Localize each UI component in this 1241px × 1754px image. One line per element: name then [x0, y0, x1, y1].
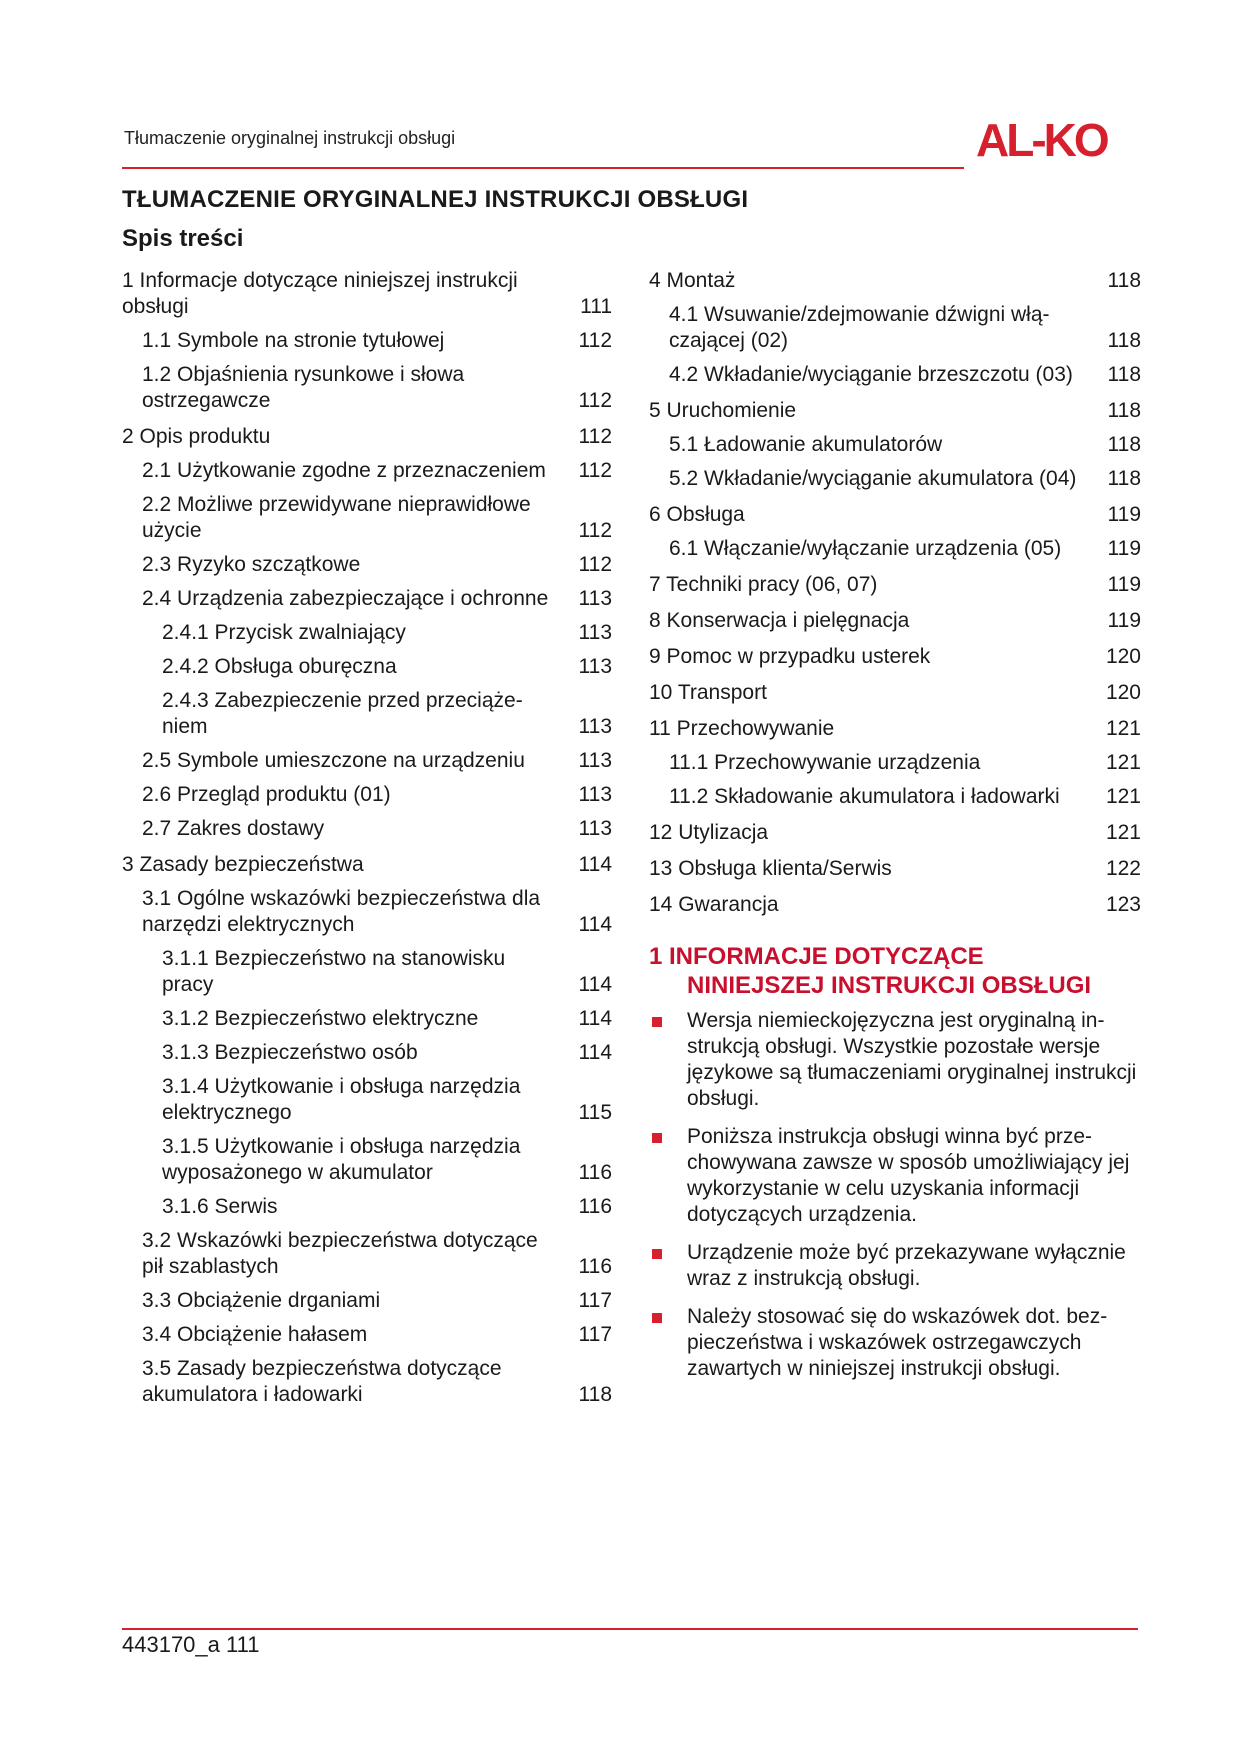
toc-entry[interactable]: 3 Zasady bezpieczeństwa 114 [122, 853, 612, 876]
toc-entry[interactable]: 8 Konserwacja i pielęgnacja 119 [649, 609, 1141, 632]
toc-entry[interactable]: 5 Uruchomienie 118 [649, 399, 1141, 422]
toc-heading: Spis treści [122, 225, 244, 252]
toc-entry[interactable]: 11.2 Składowanie akumulatora i ładowarki 121 [669, 785, 1141, 808]
toc-entry[interactable]: 2.1 Użytkowanie zgodne z przeznaczeniem 112 [142, 459, 612, 482]
toc-entry[interactable]: 3.1.3 Bezpieczeństwo osób 114 [162, 1041, 612, 1064]
toc-entry[interactable]: 11.1 Przechowywanie urządzenia 121 [669, 751, 1141, 774]
page-footer: 443170_a 111 [122, 1632, 260, 1657]
toc-entry[interactable]: 4 Montaż 118 [649, 269, 1141, 292]
section-1-bullet-list [649, 1008, 1141, 1382]
toc-right-column [649, 268, 1141, 1394]
toc-entry[interactable]: 2.6 Przegląd produktu (01) 113 [142, 783, 612, 806]
toc-entry[interactable]: 1.2 Objaśnienia rysunkowe i słowa ostrzegawcze 112 [142, 363, 612, 412]
toc-entry[interactable]: 3.4 Obciążenie hałasem 117 [142, 1323, 612, 1346]
toc-entry[interactable]: 2.4 Urządzenia zabezpieczające i ochronne 113 [142, 587, 612, 610]
toc-entry[interactable]: 5.1 Ładowanie akumulatorów 118 [669, 433, 1141, 456]
bullet-square-icon [652, 1249, 662, 1259]
toc-entry[interactable]: 6.1 Włączanie/wyłączanie urządzenia (05) 119 [669, 537, 1141, 560]
toc-entry[interactable]: 3.3 Obciążenie drganiami 117 [142, 1289, 612, 1312]
header-divider [122, 167, 964, 169]
toc-entry[interactable]: 3.2 Wskazówki bezpieczeństwa dotyczące pił szablastych 116 [142, 1229, 612, 1278]
alko-logo [976, 116, 1138, 162]
toc-entry[interactable]: 3.1.1 Bezpieczeństwo na stanowisku pracy 114 [162, 947, 612, 996]
toc-entry[interactable]: 3.5 Zasady bezpieczeństwa dotyczące akumulatora i ładowarki 118 [142, 1357, 612, 1406]
bullet-square-icon [652, 1133, 662, 1143]
list-item: Wersja niemieckojęzyczna jest oryginalną instrukcją obsługi. Wszystkie pozostałe wersje językowe są tłumaczeniami oryginalnej instrukcji obsługi. [649, 1008, 1141, 1112]
toc-entry[interactable]: 4.1 Wsuwanie/zdejmowanie dźwigni włączającej (02) 118 [669, 303, 1141, 352]
toc-entry[interactable]: 6 Obsługa 119 [649, 503, 1141, 526]
toc-entry[interactable]: 3.1.4 Użytkowanie i obsługa narzędzia elektrycznego 115 [162, 1075, 612, 1124]
toc-entry[interactable]: 10 Transport 120 [649, 681, 1141, 704]
bullet-square-icon [652, 1313, 662, 1323]
svg-text:AL-KO: AL-KO [976, 116, 1107, 162]
toc-entry[interactable]: 2.4.2 Obsługa oburęczna 113 [162, 655, 612, 678]
toc-entry[interactable]: 7 Techniki pracy (06, 07) 119 [649, 573, 1141, 596]
running-header: Tłumaczenie oryginalnej instrukcji obsługi [124, 128, 456, 148]
bullet-square-icon [652, 1017, 662, 1027]
toc-entry[interactable]: 12 Utylizacja 121 [649, 821, 1141, 844]
toc-entry[interactable]: 9 Pomoc w przypadku usterek 120 [649, 645, 1141, 668]
toc-entry[interactable]: 4.2 Wkładanie/wyciąganie brzeszczotu (03) 118 [669, 363, 1141, 386]
toc-entry[interactable]: 5.2 Wkładanie/wyciąganie akumulatora (04) 118 [669, 467, 1141, 490]
toc-entry[interactable]: 2.5 Symbole umieszczone na urządzeniu 113 [142, 749, 612, 772]
section-1-heading: 1 INFORMACJE DOTYCZĄCE NINIEJSZEJ INSTRUKCJI OBSŁUGI [649, 943, 1092, 999]
toc-entry[interactable]: 3.1.2 Bezpieczeństwo elektryczne 114 [162, 1007, 612, 1030]
toc-entry[interactable]: 14 Gwarancja 123 [649, 893, 1141, 916]
toc-entry[interactable]: 2 Opis produktu 112 [122, 425, 612, 448]
document-title: TŁUMACZENIE ORYGINALNEJ INSTRUKCJI OBSŁUGI [122, 186, 749, 213]
list-item: Należy stosować się do wskazówek dot. bezpieczeństwa i wskazówek ostrzegawczych zawartych w niniejszej instrukcji obsługi. [649, 1304, 1141, 1382]
toc-entry[interactable]: 2.7 Zakres dostawy 113 [142, 817, 612, 840]
toc-entry[interactable]: 1.1 Symbole na stronie tytułowej 112 [142, 329, 612, 352]
toc-left-column [122, 268, 612, 1416]
toc-entry[interactable]: 2.4.3 Zabezpieczenie przed przeciążeniem 113 [162, 689, 612, 738]
toc-entry[interactable]: 2.4.1 Przycisk zwalniający 113 [162, 621, 612, 644]
list-item: Urządzenie może być przekazywane wyłącznie wraz z instrukcją obsługi. [649, 1240, 1141, 1292]
toc-entry[interactable]: 2.2 Możliwe przewidywane nieprawidłowe użycie 112 [142, 493, 612, 542]
toc-entry[interactable]: 13 Obsługa klienta/Serwis 122 [649, 857, 1141, 880]
toc-entry[interactable]: 11 Przechowywanie 121 [649, 717, 1141, 740]
toc-entry[interactable]: 3.1.5 Użytkowanie i obsługa narzędzia wyposażonego w akumulator 116 [162, 1135, 612, 1184]
list-item: Poniższa instrukcja obsługi winna być przechowywana zawsze w sposób umożliwiający jej wykorzystanie w celu uzyskania informacji dotyczących urządzenia. [649, 1124, 1141, 1228]
toc-entry[interactable]: 2.3 Ryzyko szczątkowe 112 [142, 553, 612, 576]
toc-entry[interactable]: 3.1 Ogólne wskazówki bezpieczeństwa dla narzędzi elektrycznych 114 [142, 887, 612, 936]
toc-entry[interactable]: 1 Informacje dotyczące niniejszej instrukcji obsługi 111 [122, 269, 612, 318]
footer-divider [122, 1628, 1138, 1630]
toc-entry[interactable]: 3.1.6 Serwis 116 [162, 1195, 612, 1218]
